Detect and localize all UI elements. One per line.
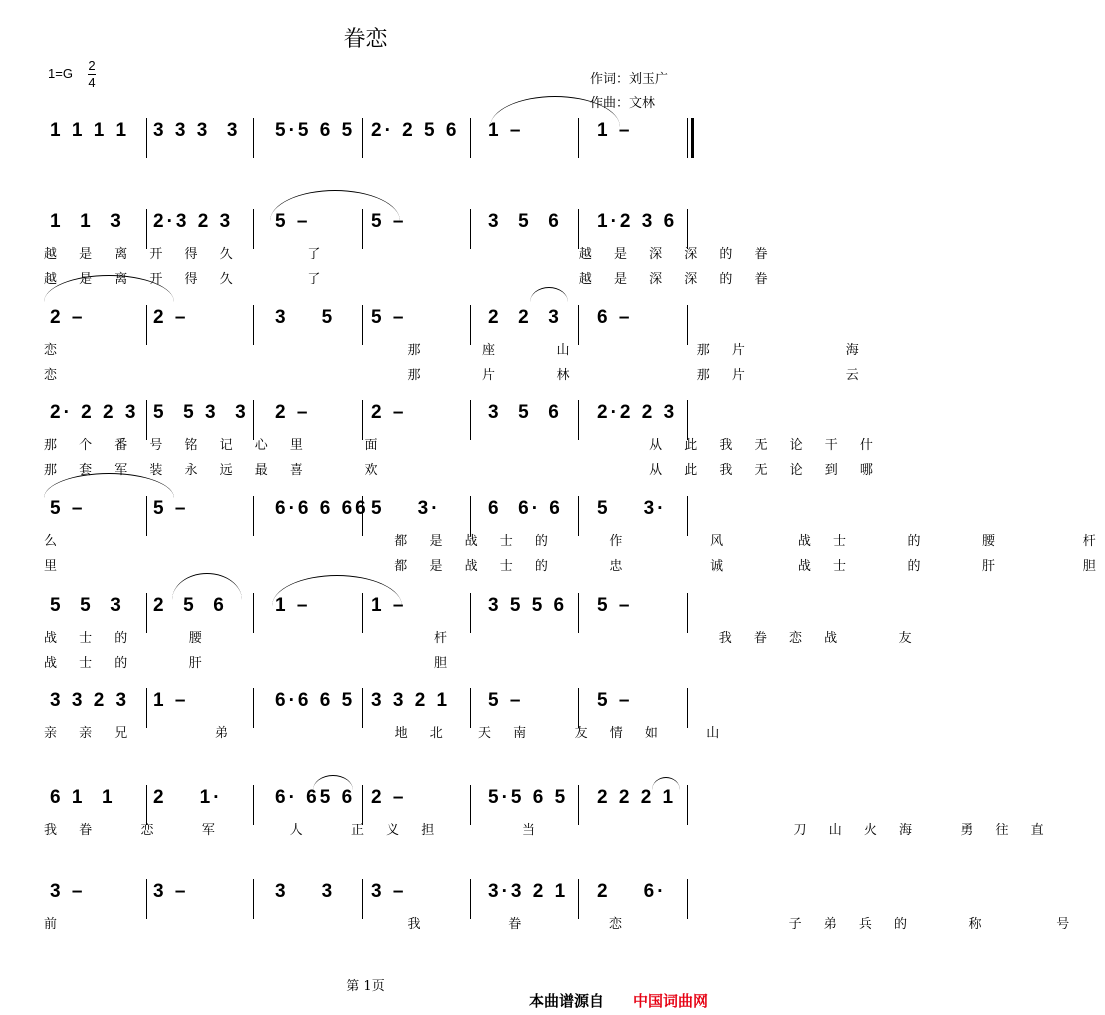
measure-notes: 6 – xyxy=(597,307,633,328)
measure-notes: 2 – xyxy=(371,787,407,808)
measure-notes: 2·3 2 3 xyxy=(153,211,234,232)
lyric-line: 我 眷 恋 军 人 正 义 担 当 刀 山 火 海 勇 往 直 xyxy=(44,823,1053,838)
measure-notes: 6·6 6 5 xyxy=(275,690,356,711)
key-signature: 1=G xyxy=(48,66,73,81)
measure-notes: 1 – xyxy=(153,690,189,711)
lyric-line: 恋 那 片 林 那 片 云 xyxy=(44,368,868,383)
measure-notes: 1 1 3 xyxy=(50,211,124,232)
measure-notes: 2 2 2 1 xyxy=(597,787,677,808)
lyric-line: 战 士 的 肝 胆 xyxy=(44,656,457,671)
lyric-line: 亲 亲 兄 弟 地 北 天 南 友 情 如 山 xyxy=(44,726,729,741)
score-system xyxy=(0,494,1105,589)
measure-notes: 2 – xyxy=(275,402,311,423)
measure-notes: 1 – xyxy=(275,595,311,616)
lyricist-credit: 作词：刘玉广 xyxy=(590,72,669,87)
measure-notes: 5 5 3 3 xyxy=(153,402,249,423)
measure-notes: 2· 2 2 3 xyxy=(50,402,139,423)
lyric-line: 那 套 军 装 永 远 最 喜 欢 从 此 我 无 论 到 哪 xyxy=(44,463,882,478)
lyric-line: 越 是 离 开 得 久 了 越 是 深 深 的 眷 xyxy=(44,272,777,287)
measure-notes: 2 – xyxy=(153,307,189,328)
lyric-line: 恋 那 座 山 那 片 海 xyxy=(44,343,868,358)
measure-notes: 5 – xyxy=(371,307,407,328)
measure-notes: 5 – xyxy=(275,211,311,232)
measure-notes: 3 – xyxy=(153,881,189,902)
measure-notes: 3 5 5 6 xyxy=(488,595,568,616)
measure-notes: 6 1 1 xyxy=(50,787,116,808)
lyric-line: 战 士 的 腰 杆 我 眷 恋 战 友 xyxy=(44,631,921,646)
measure-notes: 2 5 6 xyxy=(153,595,227,616)
measure-notes: 3 3 xyxy=(275,881,336,902)
measure-notes: 6 6· 6 xyxy=(488,498,563,519)
lyric-line: 越 是 离 开 得 久 了 越 是 深 深 的 眷 xyxy=(44,247,777,262)
measure-notes: 3 – xyxy=(50,881,86,902)
measure-notes: 3 – xyxy=(371,881,407,902)
page-number: 第 1页 xyxy=(346,979,385,994)
measure-notes: 5 – xyxy=(597,690,633,711)
score-title: 眷恋 xyxy=(343,27,388,52)
repeat-barline xyxy=(691,118,694,158)
measure-notes: 5·5 6 5 xyxy=(488,787,569,808)
measure-notes: 5 3· xyxy=(371,498,441,519)
composer-credit: 作曲：文林 xyxy=(590,96,656,111)
time-signature xyxy=(86,58,98,91)
measure-notes: 2 – xyxy=(371,402,407,423)
measure-notes: 3 5 xyxy=(275,307,336,328)
measure-notes: 5 – xyxy=(597,595,633,616)
measure-notes: 2 1· xyxy=(153,787,223,808)
lyric-line: 么 都 是 战 士 的 作 风 战 士 的 腰 杆 xyxy=(44,534,1105,549)
barline xyxy=(470,118,471,158)
time-signature-bottom: 4 xyxy=(88,75,96,90)
barline xyxy=(253,118,254,158)
measure-notes: 3 5 6 xyxy=(488,402,562,423)
measure-notes: 3 5 6 xyxy=(488,211,562,232)
barline xyxy=(146,118,147,158)
measure-notes: 5 – xyxy=(50,498,86,519)
measure-notes: 5 – xyxy=(488,690,524,711)
measure-notes: 2 – xyxy=(50,307,86,328)
measure-notes: 6· 65 6 xyxy=(275,787,356,808)
barline xyxy=(687,118,688,158)
measure-notes: 2· 2 5 6 xyxy=(371,120,460,141)
measure-notes: 5·5 6 5 xyxy=(275,120,356,141)
measure-notes: 2 6· xyxy=(597,881,667,902)
score-system xyxy=(0,783,1053,878)
measure-notes: 3 3 2 3 xyxy=(50,690,130,711)
measure-notes: 1 – xyxy=(488,120,524,141)
measure-notes: 3·3 2 1 xyxy=(488,881,569,902)
score-system xyxy=(0,686,731,781)
measure-notes: 5 5 3 xyxy=(50,595,124,616)
barline xyxy=(362,118,363,158)
measure-notes: 5 – xyxy=(153,498,189,519)
measure-notes: 1 – xyxy=(597,120,633,141)
measure-notes: 1·2 3 6 xyxy=(597,211,678,232)
measure-notes: 2·2 2 3 xyxy=(597,402,678,423)
score-system xyxy=(0,877,1079,972)
measure-notes: 1 – xyxy=(371,595,407,616)
measure-notes: 5 3· xyxy=(597,498,667,519)
measure-notes: 2 2 3 xyxy=(488,307,562,328)
measure-notes: 3 3 2 1 xyxy=(371,690,451,711)
score-system xyxy=(0,303,868,398)
time-signature-top: 2 xyxy=(88,58,96,73)
footer-site-name: 中国词曲网 xyxy=(633,992,709,1010)
lyric-line: 里 都 是 战 士 的 忠 诚 战 士 的 肝 胆 xyxy=(44,559,1105,574)
measure-notes: 5 – xyxy=(371,211,407,232)
lyric-line: 那 个 番 号 铭 记 心 里 面 从 此 我 无 论 干 什 xyxy=(44,438,882,453)
footer-source-label: 本曲谱源自 xyxy=(529,992,605,1010)
measure-notes: 6·6 6 66 xyxy=(275,498,369,519)
measure-notes: 1 1 1 1 xyxy=(50,120,130,141)
measure-notes: 3 3 3 3 xyxy=(153,120,241,141)
lyric-line: 前 我 眷 恋 子 弟 兵 的 称 号 xyxy=(44,917,1079,932)
